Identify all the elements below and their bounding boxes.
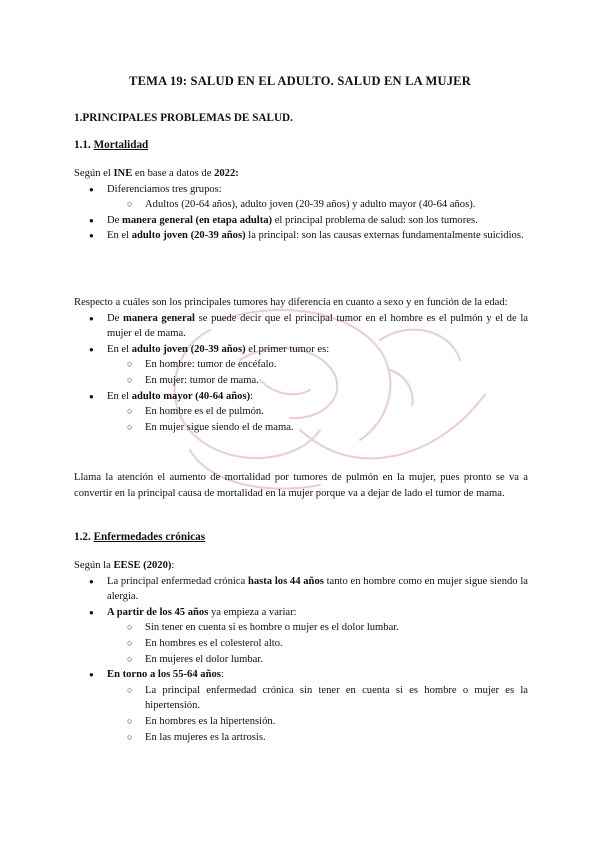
- list-item: ● A partir de los 45 años ya empieza a variar:: [74, 605, 528, 621]
- list-item: ○ En hombres es el colesterol alto.: [74, 636, 528, 652]
- list-item: ○ En las mujeres es la artrosis.: [74, 730, 528, 746]
- list-item: ● En el adulto mayor (40-64 años):: [74, 389, 528, 405]
- list-item: ○ Sin tener en cuenta si es hombre o mujer es el dolor lumbar.: [74, 620, 528, 636]
- list-item: ○ En mujeres el dolor lumbar.: [74, 652, 528, 668]
- tumores-block: [74, 295, 528, 435]
- paragraph: Respecto a cuáles son los principales tumores hay diferencia en cuanto a sexo y en función de la edad:: [74, 297, 508, 308]
- list-item: ● En el adulto joven (20-39 años) el primer tumor es:: [74, 342, 528, 358]
- list-item: ● De manera general se puede decir que el principal tumor en el hombre es el pulmón y el de la mujer el de mama.: [74, 311, 528, 342]
- paragraph: Llama la atención el aumento de mortalidad por tumores de pulmón en la mujer, pues pronto se va a convertir en la principal causa de mortalidad en la mujer porque va a dejar de lado el tumor de mama.: [74, 472, 528, 499]
- list-item: ○ Adultos (20-64 años), adulto joven (20-39 años) y adulto mayor (40-64 años).: [74, 197, 528, 213]
- document-title: TEMA 19: SALUD EN EL ADULTO. SALUD EN LA MUJER: [129, 74, 471, 88]
- list-item: ○ La principal enfermedad crónica sin tener en cuenta si es hombre o mujer es la hipertensión.: [74, 683, 528, 714]
- section-heading: 1.PRINCIPALES PROBLEMAS DE SALUD.: [74, 112, 293, 124]
- list-item: ● Diferenciamos tres grupos:: [74, 182, 528, 198]
- intro-paragraph: Según la EESE (2020):: [74, 560, 175, 571]
- list-item: ● De manera general (en etapa adulta) el principal problema de salud: son los tumores.: [74, 213, 528, 229]
- mortalidad-note: [74, 470, 528, 501]
- subsection-heading-cronicas: 1.2. Enfermedades crónicas: [74, 531, 206, 543]
- bullet-list: [74, 182, 528, 244]
- list-item: ● En torno a los 55-64 años:: [74, 667, 528, 683]
- list-item: ○ En mujer: tumor de mama.: [74, 373, 528, 389]
- list-item: ○ En hombre: tumor de encéfalo.: [74, 357, 528, 373]
- bullet-list: [74, 311, 528, 436]
- list-item: ● En el adulto joven (20-39 años) la principal: son las causas externas fundamentalmente suicidios.: [74, 228, 528, 244]
- cronicas-block: [74, 558, 528, 745]
- subsection-heading-mortalidad: 1.1. Mortalidad: [74, 139, 149, 151]
- mortalidad-block: [74, 166, 528, 244]
- intro-paragraph: Según el INE en base a datos de 2022:: [74, 168, 239, 179]
- bullet-list: [74, 574, 528, 746]
- list-item: ○ En hombres es la hipertensión.: [74, 714, 528, 730]
- list-item: ○ En mujer sigue siendo el de mama.: [74, 420, 528, 436]
- list-item: ○ En hombre es el de pulmón.: [74, 404, 528, 420]
- list-item: ● La principal enfermedad crónica hasta los 44 años tanto en hombre como en mujer sigue siendo la alergia.: [74, 574, 528, 605]
